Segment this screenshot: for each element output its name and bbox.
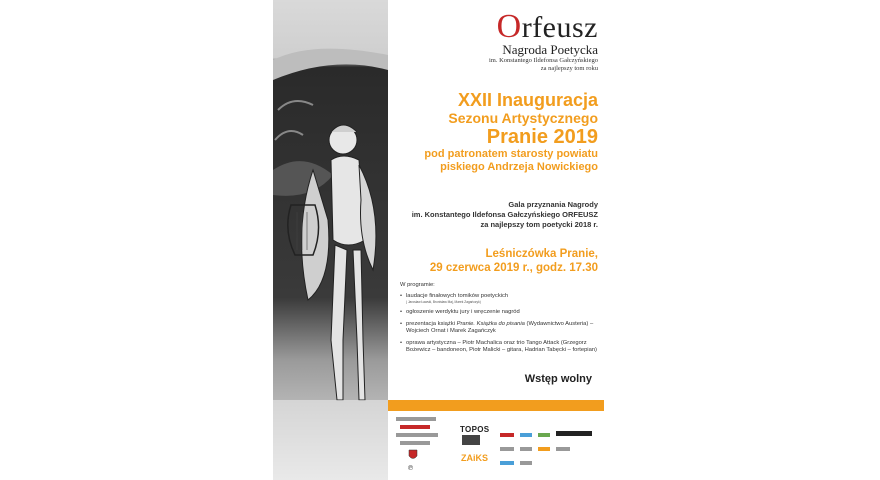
sponsor-logo bbox=[500, 433, 514, 437]
sponsor-logo bbox=[520, 433, 532, 437]
program-item-text: ogłoszenie werdyktu jury i wręczenie nagród bbox=[406, 309, 520, 315]
gala-text bbox=[412, 200, 598, 230]
book-title: Pranie. Książka do pisania bbox=[456, 321, 525, 327]
program-item bbox=[406, 309, 600, 316]
venue-date bbox=[430, 247, 598, 275]
sponsor-logo bbox=[520, 447, 532, 451]
program-heading: W programie: bbox=[400, 282, 435, 288]
sponsor-logo bbox=[538, 447, 550, 451]
program-item-text: laudacje finałowych tomików poetyckich bbox=[406, 293, 509, 299]
zaiks-logo: ZAiKS bbox=[461, 453, 488, 463]
sponsor-logo bbox=[400, 425, 430, 429]
title-line-4: pod patronatem starosty powiatu bbox=[424, 148, 598, 160]
program-item-text: oprawa artystyczna – Piotr Machalica oraz trio Tango Attack (Grzegorz Bożewicz – bandoneon, Piotr Malicki – gitara, Hadrian Tabęcki – fortepian) bbox=[406, 340, 597, 353]
title-line-5: piskiego Andrzeja Nowickiego bbox=[440, 161, 598, 173]
gala-line-3: za najlepszy tom poetycki 2018 r. bbox=[480, 220, 598, 229]
program-item-text-post: (Wydawnictwo Austeria) – Wojciech Ornat i Marek Zagańczyk bbox=[406, 321, 594, 334]
free-entry: Wstęp wolny bbox=[524, 373, 592, 385]
sponsor-logo bbox=[400, 441, 430, 445]
logo-wordmark bbox=[438, 8, 598, 45]
sponsor-logo bbox=[396, 417, 436, 421]
event-title bbox=[424, 90, 598, 174]
topos-logo: TOPOS bbox=[460, 425, 490, 434]
logo-line-2: za najlepszy tom roku bbox=[540, 65, 598, 72]
sponsor-mark-icon: ℗ bbox=[408, 465, 414, 472]
sponsor-logo bbox=[500, 447, 514, 451]
gala-line-1: Gala przyznania Nagrody bbox=[508, 200, 598, 209]
orpheus-artwork bbox=[273, 0, 388, 480]
orfeusz-logo bbox=[438, 8, 598, 73]
program-list bbox=[400, 282, 600, 359]
title-line-1: XXII Inauguracja bbox=[457, 90, 598, 110]
sponsor-logo bbox=[556, 431, 592, 436]
poster bbox=[273, 0, 604, 480]
program-items bbox=[400, 293, 600, 354]
gala-line-2: im. Konstantego Ildefonsa Gałczyńskiego ORFEUSZ bbox=[411, 210, 598, 219]
topos-emblem-icon bbox=[462, 435, 480, 445]
program-item-subtext: ( Jarosław Ławski, Bronisław Maj, Marek Zagańczyk) bbox=[406, 300, 481, 304]
sponsor-logo bbox=[556, 447, 570, 451]
coat-of-arms-icon bbox=[408, 449, 418, 461]
venue-line: Leśniczówka Pranie, bbox=[485, 248, 598, 260]
logo-line-1: im. Konstantego Ildefonsa Gałczyńskiego bbox=[488, 57, 598, 64]
program-item bbox=[406, 293, 600, 304]
sponsor-logo bbox=[500, 461, 514, 465]
logo-word-rest: rfeusz bbox=[521, 11, 598, 44]
sponsor-logo bbox=[538, 433, 550, 437]
sponsor-logo bbox=[520, 461, 532, 465]
title-line-2: Sezonu Artystycznego bbox=[448, 110, 598, 126]
logo-subtitle: Nagroda Poetycka bbox=[502, 42, 598, 57]
logo-initial: O bbox=[496, 8, 522, 45]
program-item-text-pre: prezentacja książki bbox=[406, 321, 457, 327]
accent-bar bbox=[388, 400, 604, 411]
sponsor-logos bbox=[388, 411, 604, 480]
program-item bbox=[406, 321, 600, 335]
date-line: 29 czerwca 2019 r., godz. 17.30 bbox=[429, 262, 598, 274]
title-line-3: Pranie 2019 bbox=[486, 126, 598, 148]
program-item bbox=[406, 340, 600, 354]
orpheus-illustration bbox=[273, 0, 388, 480]
sponsor-logo bbox=[396, 433, 438, 437]
